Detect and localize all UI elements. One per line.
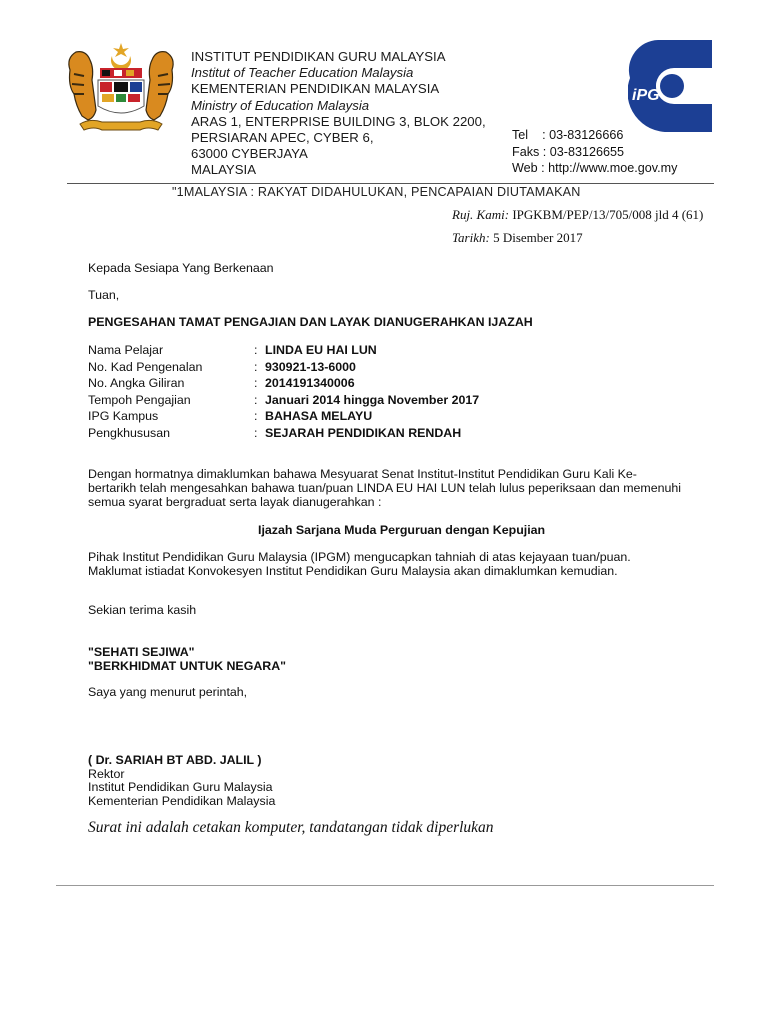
yours-faithfully: Saya yang menurut perintah, xyxy=(88,685,248,699)
address-line-2: PERSIARAN APEC, CYBER 6, xyxy=(191,130,374,146)
header-divider xyxy=(67,183,714,184)
letter-date: 5 Disember 2017 xyxy=(493,230,583,245)
field-label: IPG Kampus xyxy=(88,409,159,424)
paragraph-line: bertarikh telah mengesahkan bahawa tuan/puan LINDA EU HAI LUN telah lulus peperiksaan dan memenuhi xyxy=(88,480,682,495)
address-line-3: 63000 CYBERJAYA xyxy=(191,146,308,162)
letterhead-address-block xyxy=(191,49,486,179)
ministry-name: KEMENTERIAN PENDIDIKAN MALAYSIA xyxy=(191,81,440,97)
footer-divider xyxy=(56,885,714,886)
telephone: Tel : 03-83126666 xyxy=(512,128,624,142)
field-colon: : xyxy=(254,343,258,357)
field-colon: : xyxy=(254,409,258,424)
student-field-row xyxy=(88,409,688,426)
degree-title: Ijazah Sarjana Muda Perguruan dengan Kepujian xyxy=(258,523,546,537)
institute-name-english: Institut of Teacher Education Malaysia xyxy=(191,65,414,81)
student-field-row xyxy=(88,343,688,360)
ipg-logo xyxy=(628,40,712,132)
address-line-4: MALAYSIA xyxy=(191,162,256,178)
field-label: Nama Pelajar xyxy=(88,343,164,357)
address-line-1: ARAS 1, ENTERPRISE BUILDING 3, BLOK 2200, xyxy=(191,113,486,129)
field-label: Pengkhususan xyxy=(88,426,170,440)
fax: Faks : 03-83126655 xyxy=(512,144,625,159)
malaysia-coat-of-arms-logo xyxy=(62,40,180,140)
field-colon: : xyxy=(254,359,258,374)
confirmation-paragraph xyxy=(88,468,688,509)
slogan-berkhidmat: "BERKHIDMAT UNTUK NEGARA" xyxy=(88,659,287,673)
signatory-name: ( Dr. SARIAH BT ABD. JALIL ) xyxy=(88,753,262,767)
institute-name: INSTITUT PENDIDIKAN GURU MALAYSIA xyxy=(191,49,446,64)
student-field-row xyxy=(88,426,688,443)
reference-number: IPGKBM/PEP/13/705/008 jld 4 (61) xyxy=(512,207,704,222)
field-colon: : xyxy=(254,426,258,440)
signatory-position: Rektor xyxy=(88,767,125,781)
recipient-line: Kepada Sesiapa Yang Berkenaan xyxy=(88,261,274,275)
reference-block xyxy=(452,203,703,249)
congratulation-paragraph xyxy=(88,551,688,579)
computer-generated-note: Surat ini adalah cetakan komputer, tandatangan tidak diperlukan xyxy=(88,819,494,836)
paragraph-line: semua syarat bergraduat serta layak dianugerahkan : xyxy=(88,494,382,509)
field-value: Januari 2014 hingga November 2017 xyxy=(265,392,480,407)
contact-block xyxy=(512,127,677,177)
closing-line: Sekian terima kasih xyxy=(88,603,197,617)
student-field-row xyxy=(88,393,688,410)
signatory-organisation: Institut Pendidikan Guru Malaysia xyxy=(88,780,273,794)
signatory-ministry: Kementerian Pendidikan Malaysia xyxy=(88,794,276,808)
ipg-logo-text: iPG xyxy=(632,87,660,104)
website: Web : http://www.moe.gov.my xyxy=(512,161,678,176)
letter-subject: PENGESAHAN TAMAT PENGAJIAN DAN LAYAK DIANUGERAHKAN IJAZAH xyxy=(88,315,533,329)
field-value: 2014191340006 xyxy=(265,376,355,391)
field-colon: : xyxy=(254,392,258,407)
slogan-sehati-sejiwa: "SEHATI SEJIWA" xyxy=(88,645,195,659)
student-field-row xyxy=(88,376,688,393)
paragraph-line: Maklumat istiadat Konvokesyen Institut Pendidikan Guru Malaysia akan dimaklumkan kemudian. xyxy=(88,563,618,578)
field-label: No. Angka Giliran xyxy=(88,376,185,391)
ministry-name-english: Ministry of Education Malaysia xyxy=(191,97,370,113)
salutation: Tuan, xyxy=(88,288,120,302)
field-value: LINDA EU HAI LUN xyxy=(265,343,377,357)
student-field-row xyxy=(88,360,688,377)
field-colon: : xyxy=(254,376,258,391)
field-value: SEJARAH PENDIDIKAN RENDAH xyxy=(265,426,462,440)
national-motto: "1MALAYSIA : RAKYAT DIDAHULUKAN, PENCAPAIAN DIUTAMAKAN xyxy=(172,185,581,199)
field-label: Tempoh Pengajian xyxy=(88,392,191,407)
paragraph-line: Pihak Institut Pendidikan Guru Malaysia (IPGM) mengucapkan tahniah di atas kejayaan tuan/puan. xyxy=(88,550,631,564)
reference-label: Ruj. Kami: xyxy=(452,207,510,222)
field-value: BAHASA MELAYU xyxy=(265,409,373,424)
field-label: No. Kad Pengenalan xyxy=(88,359,203,374)
field-value: 930921-13-6000 xyxy=(265,359,356,374)
paragraph-line: Dengan hormatnya dimaklumkan bahawa Mesyuarat Senat Institut-Institut Pendidikan Guru Kali Ke- xyxy=(88,467,637,481)
date-label: Tarikh: xyxy=(452,230,490,245)
